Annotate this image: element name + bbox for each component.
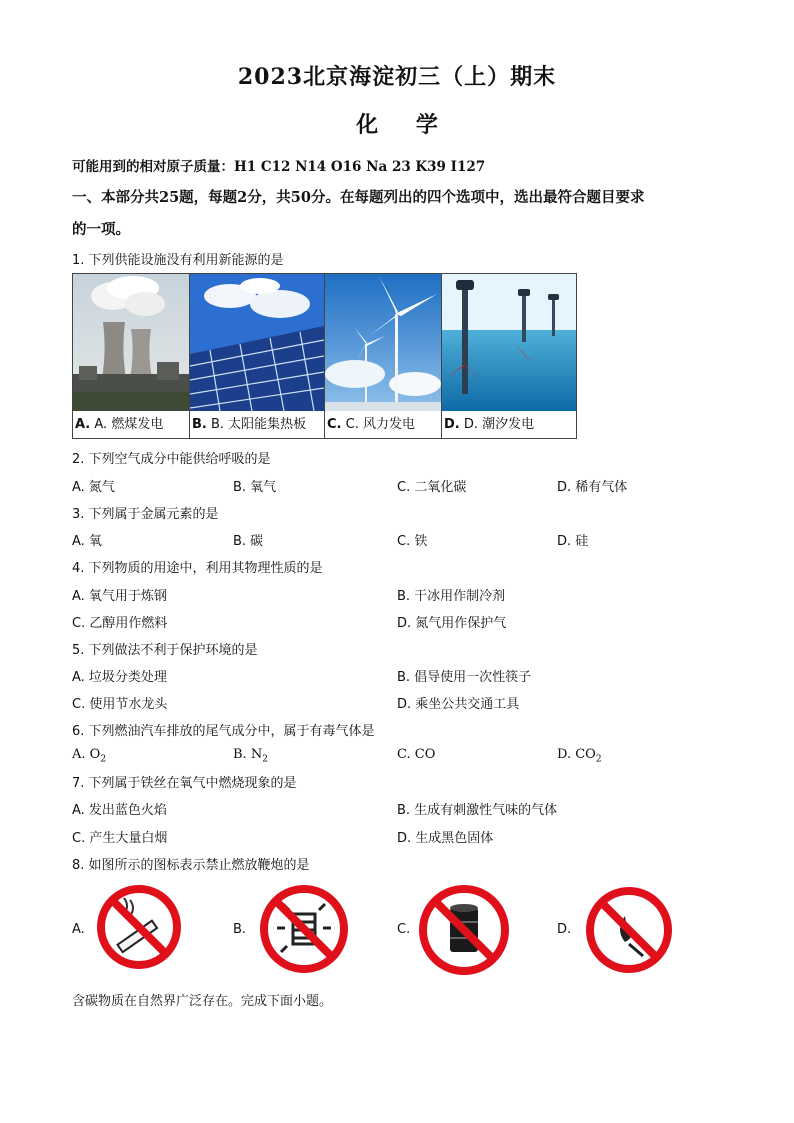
closing-text: 含碳物质在自然界广泛存在。完成下面小题。 bbox=[72, 994, 333, 1009]
question-2-option-c: C. 二氧化碳 bbox=[397, 480, 467, 495]
question-8-stem: 8. 如图所示的图标表示禁止燃放鞭炮的是 bbox=[72, 858, 310, 873]
question-4-option-b: B. 干冰用作制冷剂 bbox=[397, 589, 506, 604]
no-firecrackers-icon bbox=[259, 884, 349, 974]
question-4-stem: 4. 下列物质的用途中，利用其物理性质的是 bbox=[72, 561, 323, 576]
question-3-option-d: D. 硅 bbox=[557, 534, 589, 549]
question-6-option-c: C. CO bbox=[397, 747, 436, 762]
question-7-option-a: A. 发出蓝色火焰 bbox=[72, 803, 167, 818]
question-5-stem: 5. 下列做法不利于保护环境的是 bbox=[72, 643, 258, 658]
question-2-stem: 2. 下列空气成分中能供给呼吸的是 bbox=[72, 452, 271, 467]
question-7-stem: 7. 下列属于铁丝在氧气中燃烧现象的是 bbox=[72, 776, 297, 791]
question-4-option-c: C. 乙醇用作燃料 bbox=[72, 616, 168, 631]
question-3-option-c: C. 铁 bbox=[397, 534, 428, 549]
question-8-option-a-label: A. bbox=[72, 922, 85, 937]
question-1-stem: 1. 下列供能设施没有利用新能源的是 bbox=[72, 253, 284, 268]
question-7-option-b: B. 生成有刺激性气味的气体 bbox=[397, 803, 558, 818]
question-1-image-table bbox=[72, 273, 577, 439]
question-7-option-c: C. 产生大量白烟 bbox=[72, 831, 168, 846]
question-3-option-b: B. 碳 bbox=[233, 534, 264, 549]
question-6-option-a: A. $O_2$ bbox=[72, 747, 107, 765]
question-3-option-a: A. 氧 bbox=[72, 534, 102, 549]
question-2-option-d: D. 稀有气体 bbox=[557, 480, 628, 495]
solar-panel-photo bbox=[190, 274, 324, 411]
question-4-option-a: A. 氧气用于炼钢 bbox=[72, 589, 167, 604]
section-instruction-2: 的一项。 bbox=[72, 221, 130, 238]
question-5-option-d: D. 乘坐公共交通工具 bbox=[397, 697, 520, 712]
option-d-caption: D. D. 潮汐发电 bbox=[444, 417, 535, 432]
atomic-masses: 可能用到的相对原子质量：H1 C12 N14 O16 Na 23 K39 I127 bbox=[72, 159, 486, 175]
question-2-option-b: B. 氧气 bbox=[233, 480, 277, 495]
question-5-option-b: B. 倡导使用一次性筷子 bbox=[397, 670, 532, 685]
option-c-cell bbox=[325, 274, 442, 439]
question-5-option-c: C. 使用节水龙头 bbox=[72, 697, 168, 712]
no-oil-drum-icon bbox=[418, 884, 510, 976]
question-7-option-d: D. 生成黑色固体 bbox=[397, 831, 494, 846]
option-a-cell bbox=[73, 274, 190, 439]
question-6-option-d: D. $CO_2$ bbox=[557, 747, 602, 765]
question-6-stem: 6. 下列燃油汽车排放的尾气成分中，属于有毒气体是 bbox=[72, 724, 375, 739]
power-plant-photo bbox=[73, 274, 189, 411]
option-b-caption: B. B. 太阳能集热板 bbox=[192, 417, 307, 432]
no-open-flame-icon bbox=[585, 886, 673, 974]
wind-turbine-photo bbox=[325, 274, 441, 411]
no-smoking-icon bbox=[96, 884, 182, 970]
question-6-option-b: B. $N_2$ bbox=[233, 747, 268, 765]
question-3-stem: 3. 下列属于金属元素的是 bbox=[72, 507, 219, 522]
subject-title: 化 学 bbox=[356, 112, 438, 138]
question-8-option-c-label: C. bbox=[397, 922, 411, 937]
option-b-cell bbox=[190, 274, 325, 439]
option-c-caption: C. C. 风力发电 bbox=[327, 417, 415, 432]
option-d-cell bbox=[442, 274, 577, 439]
question-2-option-a: A. 氮气 bbox=[72, 480, 115, 495]
section-instruction-1: 一、本部分共25题，每题2分，共50分。在每题列出的四个选项中，选出最符合题目要求 bbox=[72, 189, 645, 206]
option-a-caption: A. A. 燃煤发电 bbox=[75, 417, 164, 432]
question-5-option-a: A. 垃圾分类处理 bbox=[72, 670, 167, 685]
question-8-option-b-label: B. bbox=[233, 922, 247, 937]
question-4-option-d: D. 氮气用作保护气 bbox=[397, 616, 507, 631]
page-title: 2023北京海淀初三（上）期末 bbox=[237, 64, 557, 90]
question-8-option-d-label: D. bbox=[557, 922, 572, 937]
tidal-generator-photo bbox=[442, 274, 576, 411]
